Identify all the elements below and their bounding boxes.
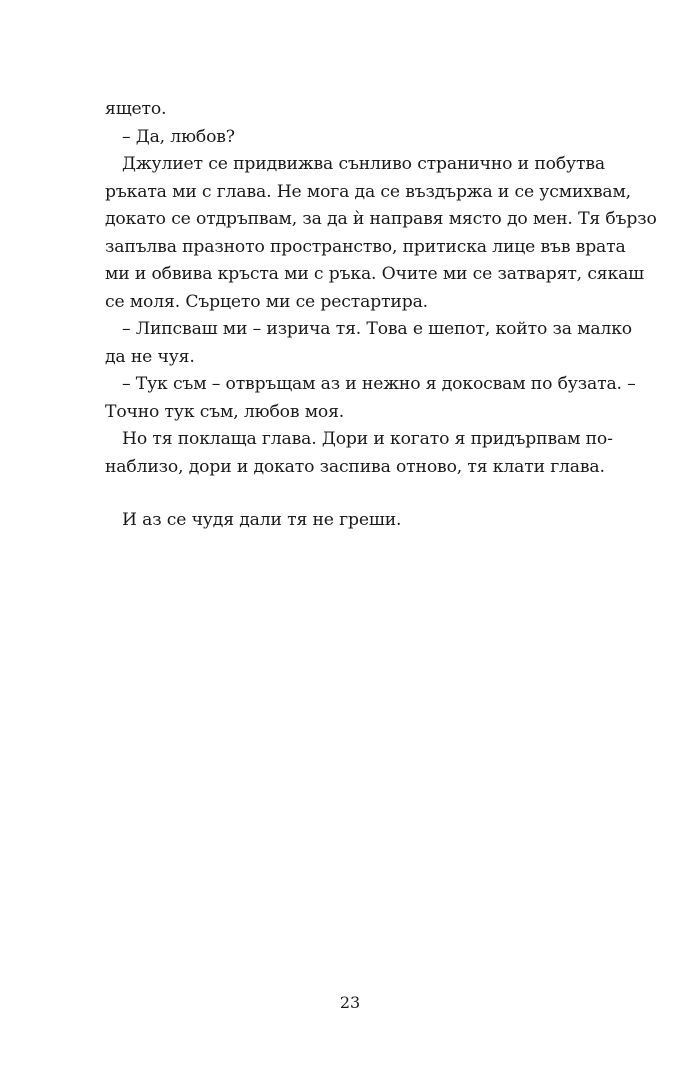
text-line: запълва празното пространство, притиска лице във врата [105,236,626,257]
text-line: докато се отдръпвам, за да ѝ направя място до мен. Тя бързо [105,209,657,229]
text-line: се моля. Сърцето ми се рестартира. [105,291,428,312]
text-line: Точно тук съм, любов моя. [105,401,345,422]
text-line: И аз се чудя дали тя не греши. [122,510,402,530]
text-line: – Тук съм – отвръщам аз и нежно я докосвам по бузата. – [122,374,636,394]
text-line: ми и обвива кръста ми с ръка. Очите ми се затварят, сякаш [105,264,644,284]
text-line: наблизо, дори и докато заспива отново, тя клати глава. [105,456,605,477]
text-line: да не чуя. [105,346,195,367]
text-line: Но тя поклаща глава. Дори и когато я придърпвам по- [122,429,613,449]
text-line: ръката ми с глава. Не мога да се въздържа и се усмихвам, [105,181,631,202]
text-line: – Липсваш ми – изрича тя. Това е шепот, който за малко [122,319,632,339]
page-number: 23 [339,993,361,1012]
section-gap [105,481,605,507]
text-line: Джулиет се придвижва сънливо странично и побутва [122,154,605,174]
text-line: – Да, любов? [122,126,235,147]
text-line: ящето. [105,99,167,119]
body-text [105,96,657,535]
